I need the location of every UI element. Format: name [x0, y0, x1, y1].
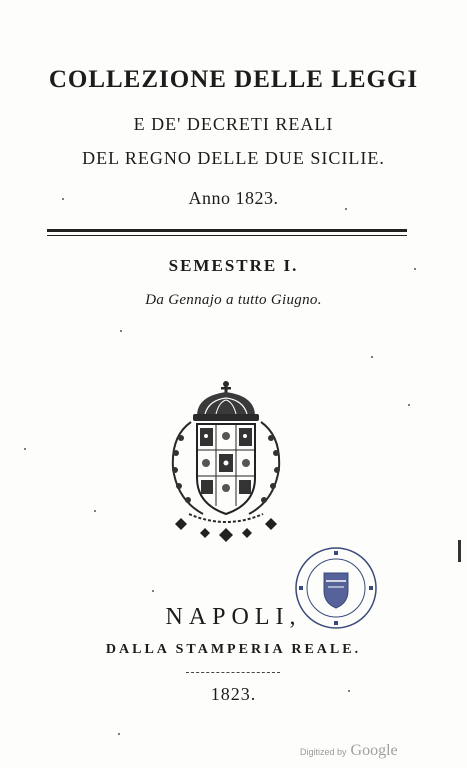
- semester-heading: SEMESTRE I.: [168, 256, 299, 275]
- period-line: Da Gennajo a tutto Giugno.: [145, 292, 322, 308]
- imprint-publisher: DALLA STAMPERIA REALE.: [105, 642, 362, 657]
- ink-speck: [345, 208, 347, 210]
- imprint-date: 1823.: [210, 684, 257, 704]
- ink-speck: [62, 198, 64, 200]
- year-line: Anno 1823.: [188, 188, 279, 208]
- collection-title: COLLEZIONE DELLE LEGGI: [48, 66, 419, 93]
- ink-speck: [120, 330, 122, 332]
- imprint-city: NAPOLI,: [165, 604, 302, 630]
- ink-speck: [118, 733, 120, 735]
- thin-rule-divider: [47, 235, 407, 236]
- watermark-prefix: Digitized by: [300, 747, 347, 757]
- decrees-subtitle: E DE' DECRETI REALI: [133, 114, 334, 134]
- ink-speck: [348, 690, 350, 692]
- ink-speck: [152, 590, 154, 592]
- watermark-name: Google: [350, 742, 398, 759]
- royal-coat-of-arms-icon: [161, 378, 291, 548]
- ink-speck: [414, 268, 416, 270]
- imprint-dotted-rule: [186, 672, 280, 673]
- ink-speck: [24, 448, 26, 450]
- ink-speck: [94, 510, 96, 512]
- digitized-watermark: [300, 742, 410, 762]
- page-edge-mark: [458, 540, 461, 562]
- thick-rule-divider: [47, 229, 407, 232]
- ink-speck: [408, 404, 410, 406]
- kingdom-subtitle: DEL REGNO DELLE DUE SICILIE.: [82, 148, 385, 168]
- ink-speck: [371, 356, 373, 358]
